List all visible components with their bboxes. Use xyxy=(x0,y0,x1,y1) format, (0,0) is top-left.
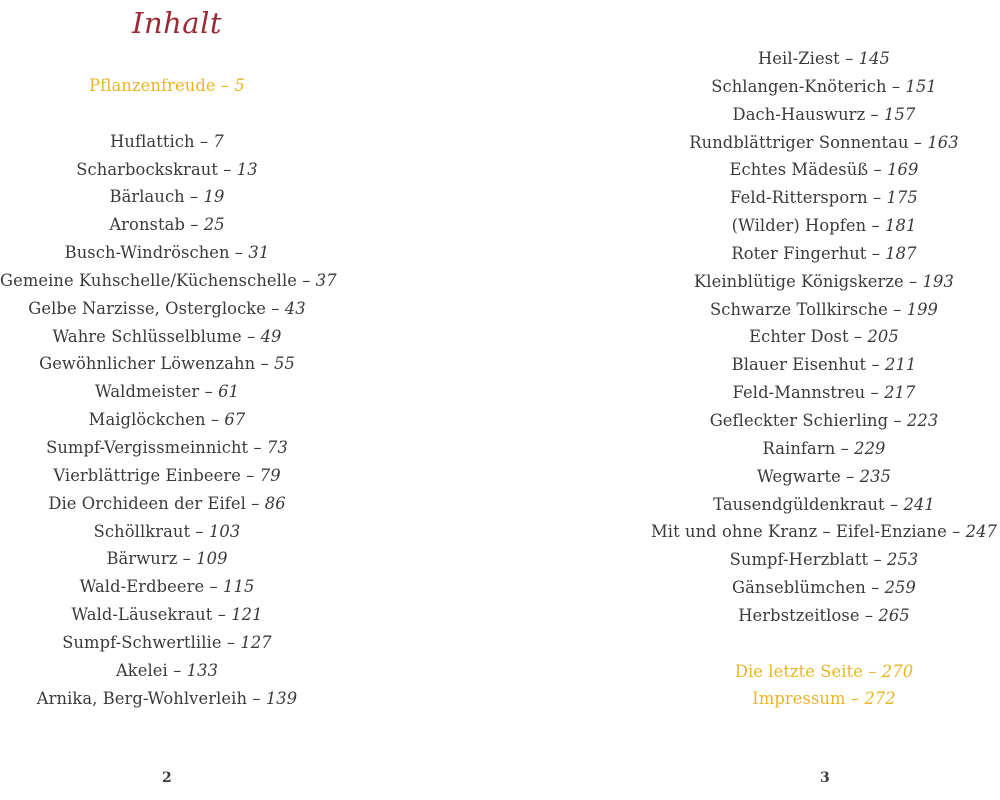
toc-page-number: 13 xyxy=(236,159,258,179)
toc-entry[interactable] xyxy=(0,629,334,657)
toc-separator: – xyxy=(245,493,265,513)
toc-entry-title: Wegwarte xyxy=(756,466,841,486)
toc-entry-title: Sumpf-Schwertlilie xyxy=(62,632,222,652)
toc-page-number: 157 xyxy=(884,104,916,124)
toc-separator: – xyxy=(247,688,266,708)
toc-separator: – xyxy=(167,660,187,680)
toc-entry-title: Gemeine Kuhschelle/Küchenschelle xyxy=(0,270,297,290)
toc-entry[interactable] xyxy=(648,379,1000,407)
toc-entry[interactable] xyxy=(0,239,334,267)
toc-entry-title: Schöllkraut xyxy=(93,521,191,541)
toc-entry[interactable] xyxy=(0,156,334,184)
toc-page-number: 270 xyxy=(881,661,914,681)
toc-entry-title: Feld-Rittersporn xyxy=(730,188,868,208)
toc-separator: – xyxy=(946,522,966,542)
toc-page-number: 187 xyxy=(885,243,917,263)
toc-gap xyxy=(0,100,334,128)
toc-page-number: 115 xyxy=(223,577,255,597)
toc-entry[interactable] xyxy=(648,101,1000,129)
toc-entry-title: Feld-Mannstreu xyxy=(732,383,866,403)
toc-separator: – xyxy=(229,243,249,263)
toc-separator: – xyxy=(241,326,261,346)
toc-entry[interactable] xyxy=(0,72,334,100)
toc-entry[interactable] xyxy=(648,351,1000,379)
toc-page-number: 193 xyxy=(922,271,954,291)
toc-entry[interactable] xyxy=(0,378,334,406)
toc-page-number: 253 xyxy=(886,550,919,570)
toc-separator: – xyxy=(871,355,885,375)
toc-entry-title: Die Orchideen der Eifel xyxy=(48,493,246,513)
toc-entry[interactable] xyxy=(648,518,1000,546)
toc-entry[interactable] xyxy=(648,240,1000,268)
toc-entry[interactable] xyxy=(648,658,1000,686)
toc-separator: – xyxy=(835,438,855,458)
toc-entry[interactable] xyxy=(648,45,1000,73)
toc-entry[interactable] xyxy=(648,546,1000,574)
toc-separator: – xyxy=(217,159,237,179)
toc-entry-title: Rundblättriger Sonnentau xyxy=(689,132,909,152)
toc-entry[interactable] xyxy=(0,128,334,156)
toc-separator: – xyxy=(212,605,232,625)
toc-column-right xyxy=(648,45,1000,713)
toc-page-number: 86 xyxy=(264,493,286,513)
toc-page-number: 19 xyxy=(203,187,225,207)
toc-page-number: 163 xyxy=(927,132,959,152)
toc-entry-title: Kleinblütige Königskerze xyxy=(694,271,904,291)
toc-entry-title: Maiglöckchen xyxy=(88,410,206,430)
toc-entry[interactable] xyxy=(648,184,1000,212)
toc-separator: – xyxy=(848,327,868,347)
toc-page-number: 7 xyxy=(213,131,224,151)
toc-separator: – xyxy=(255,354,274,374)
toc-page-number: 247 xyxy=(965,522,997,542)
toc-page-number: 103 xyxy=(208,521,241,541)
toc-page-number: 55 xyxy=(273,354,295,374)
toc-page-number: 259 xyxy=(884,578,916,598)
toc-page-number: 127 xyxy=(240,632,272,652)
toc-separator: – xyxy=(886,76,906,96)
toc-separator: – xyxy=(177,549,197,569)
toc-entry-title: Dach-Hauswurz xyxy=(732,104,866,124)
toc-entry-title: Blauer Eisenhut xyxy=(731,355,872,375)
toc-entry-title: Gänseblümchen xyxy=(732,578,866,598)
toc-gap xyxy=(648,630,1000,658)
toc-page-number: 73 xyxy=(266,437,288,457)
toc-entry[interactable] xyxy=(0,518,334,546)
toc-entry-title: Echtes Mädesüß xyxy=(729,160,869,180)
toc-page-number: 61 xyxy=(218,382,240,402)
toc-entry-title: Pflanzenfreude xyxy=(89,76,216,95)
toc-page-number: 31 xyxy=(248,243,270,263)
toc-entry-title: Schwarze Tollkirsche xyxy=(709,299,894,319)
toc-entry[interactable] xyxy=(0,350,334,378)
toc-entry[interactable] xyxy=(0,601,334,629)
toc-page-number: 265 xyxy=(878,605,910,625)
toc-separator: – xyxy=(204,577,224,597)
toc-entry[interactable] xyxy=(648,323,1000,351)
toc-entry-title: Sumpf-Vergissmeinnicht xyxy=(46,437,249,457)
toc-page-number: 169 xyxy=(887,160,919,180)
toc-separator: – xyxy=(868,160,888,180)
toc-entry-title: Gefleckter Schierling xyxy=(709,410,889,430)
toc-separator: – xyxy=(205,410,225,430)
toc-entry-title: Rainfarn xyxy=(762,438,836,458)
toc-entry[interactable] xyxy=(648,73,1000,101)
toc-entry-title: Akelei xyxy=(115,660,168,680)
toc-entry-title: Die letzte Seite xyxy=(734,661,863,681)
toc-page-number: 49 xyxy=(260,326,282,346)
toc-separator: – xyxy=(184,187,204,207)
toc-entry-title: Heil-Ziest xyxy=(758,49,840,68)
page-number-left: 2 xyxy=(162,770,172,786)
toc-entry[interactable] xyxy=(648,435,1000,463)
toc-separator: – xyxy=(194,131,214,151)
toc-entry-title: Herbstzeitlose xyxy=(738,605,860,625)
toc-entry[interactable] xyxy=(0,685,334,713)
toc-separator: – xyxy=(248,437,267,457)
toc-page-number: 151 xyxy=(905,76,937,96)
toc-page-number: 37 xyxy=(315,270,337,290)
toc-page-number: 211 xyxy=(884,355,917,375)
toc-entry-title: Vierblättrige Einbeere xyxy=(53,465,241,485)
toc-entry[interactable] xyxy=(0,490,334,518)
toc-entry[interactable] xyxy=(0,545,334,573)
toc-entry-title: Schlangen-Knöterich xyxy=(711,76,887,96)
toc-entry[interactable] xyxy=(648,491,1000,519)
toc-page-number: 25 xyxy=(203,215,225,235)
toc-separator: – xyxy=(199,382,219,402)
toc-entry-title: Gewöhnlicher Löwenzahn xyxy=(39,354,256,374)
toc-separator: – xyxy=(845,689,865,709)
toc-entry-title: Echter Dost xyxy=(749,327,849,347)
toc-entry[interactable] xyxy=(0,183,334,211)
toc-page-number: 67 xyxy=(224,410,246,430)
toc-separator: – xyxy=(266,298,285,318)
toc-page-number: 175 xyxy=(886,188,918,208)
toc-separator: – xyxy=(215,76,235,95)
toc-separator: – xyxy=(884,494,904,514)
toc-entry-title: Wald-Läusekraut xyxy=(71,605,213,625)
toc-entry[interactable] xyxy=(648,407,1000,435)
toc-separator: – xyxy=(866,216,886,236)
toc-page-number: 205 xyxy=(867,327,899,347)
toc-entry-title: Aronstab xyxy=(109,215,185,235)
toc-page-number: 272 xyxy=(864,689,896,709)
toc-entry-title: Mit und ohne Kranz – Eifel-Enziane xyxy=(651,522,947,542)
toc-page-number: 241 xyxy=(903,494,935,514)
toc-page-number: 199 xyxy=(906,299,939,319)
toc-entry-title: Roter Fingerhut xyxy=(731,243,867,263)
toc-entry-title: Busch-Windröschen xyxy=(64,243,230,263)
toc-separator: – xyxy=(862,661,882,681)
toc-entry-title: Wald-Erdbeere xyxy=(79,577,205,597)
toc-page-number: 109 xyxy=(196,549,228,569)
toc-entry[interactable] xyxy=(648,602,1000,630)
toc-entry-title: Tausendgüldenkraut xyxy=(713,494,885,514)
toc-separator: – xyxy=(866,243,886,263)
toc-page-number: 121 xyxy=(231,605,263,625)
toc-separator: – xyxy=(839,49,859,68)
toc-page-number: 223 xyxy=(906,410,939,430)
toc-entry[interactable] xyxy=(648,212,1000,240)
toc-page-number: 79 xyxy=(259,465,281,485)
toc-separator: – xyxy=(868,550,887,570)
toc-entry[interactable] xyxy=(0,434,334,462)
toc-separator: – xyxy=(893,299,907,319)
toc-separator: – xyxy=(190,521,209,541)
toc-entry[interactable] xyxy=(648,129,1000,157)
toc-page-number: 145 xyxy=(858,49,890,68)
toc-entry[interactable] xyxy=(648,463,1000,491)
toc-separator: – xyxy=(297,270,316,290)
toc-entry[interactable] xyxy=(0,406,334,434)
page-title: Inhalt xyxy=(132,6,223,40)
toc-separator: – xyxy=(908,132,928,152)
toc-entry[interactable] xyxy=(648,156,1000,184)
toc-page-number: 217 xyxy=(884,383,916,403)
toc-page-number: 43 xyxy=(284,298,306,318)
toc-entry-title: Bärwurz xyxy=(106,549,178,569)
toc-entry[interactable] xyxy=(0,573,334,601)
toc-entry[interactable] xyxy=(0,267,337,295)
toc-entry-title: Waldmeister xyxy=(94,382,200,402)
toc-entry[interactable] xyxy=(0,211,334,239)
toc-entry-title: (Wilder) Hopfen xyxy=(731,216,867,236)
toc-separator: – xyxy=(840,466,860,486)
toc-separator: – xyxy=(865,383,885,403)
toc-entry-title: Arnika, Berg-Wohlverleih xyxy=(36,688,248,708)
toc-entry-title: Gelbe Narzisse, Osterglocke xyxy=(28,298,266,318)
toc-page-number: 139 xyxy=(265,688,298,708)
toc-entry[interactable] xyxy=(0,462,334,490)
toc-page-number: 5 xyxy=(234,76,245,95)
toc-separator: – xyxy=(888,410,907,430)
toc-entry[interactable] xyxy=(648,268,1000,296)
toc-entry[interactable] xyxy=(0,295,334,323)
toc-separator: – xyxy=(867,188,887,208)
toc-column-left xyxy=(0,72,337,712)
toc-entry-title: Impressum xyxy=(752,689,846,709)
toc-separator: – xyxy=(859,605,879,625)
toc-separator: – xyxy=(240,465,260,485)
toc-entry[interactable] xyxy=(648,574,1000,602)
toc-separator: – xyxy=(184,215,204,235)
toc-entry-title: Wahre Schlüsselblume xyxy=(52,326,242,346)
toc-page-number: 181 xyxy=(885,216,917,236)
toc-entry[interactable] xyxy=(0,323,334,351)
toc-page-number: 229 xyxy=(854,438,886,458)
toc-entry[interactable] xyxy=(0,657,334,685)
toc-entry-title: Bärlauch xyxy=(109,187,185,207)
toc-entry[interactable] xyxy=(648,296,1000,324)
toc-separator: – xyxy=(865,578,885,598)
toc-page-number: 133 xyxy=(186,660,219,680)
toc-entry-title: Scharbockskraut xyxy=(76,159,218,179)
toc-entry[interactable] xyxy=(648,685,1000,713)
toc-entry-title: Huflattich xyxy=(110,131,195,151)
toc-page-number: 235 xyxy=(859,466,892,486)
toc-entry-title: Sumpf-Herzblatt xyxy=(729,550,869,570)
toc-separator: – xyxy=(865,104,885,124)
page-number-right: 3 xyxy=(820,770,830,786)
toc-separator: – xyxy=(221,632,241,652)
toc-separator: – xyxy=(903,271,923,291)
